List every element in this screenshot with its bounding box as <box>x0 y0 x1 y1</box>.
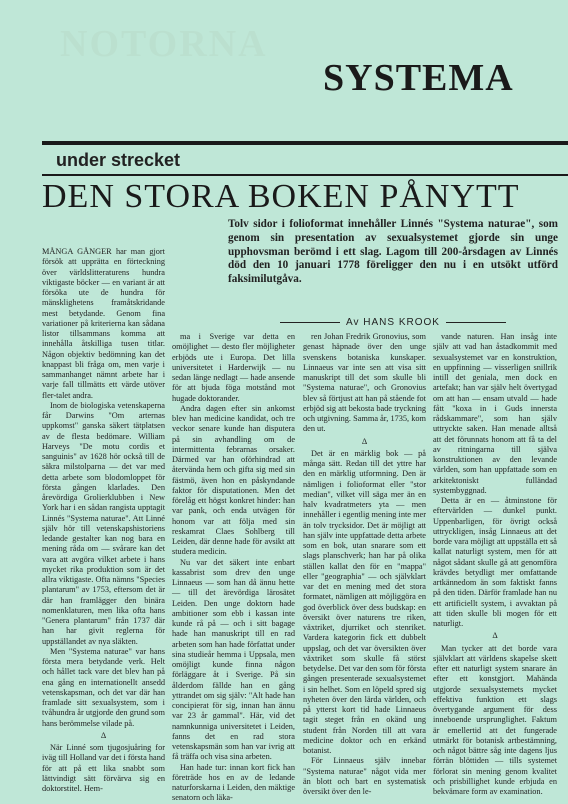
col3-p1: ren Johan Fredrik Gronovius, som genast häpnade över den unge svenskens botaniska kunskaper. Linnaeus var inte sen att visa sitt manuskript till det som skulle bli "Systema naturae", och Gronovius blev så förtjust att han på stående fot erbjöd sig att bekosta bade tryckning och utgivning. Samma år, 1735, kom den ut. <box>303 332 426 434</box>
kicker: under strecket <box>56 150 181 170</box>
col2-p3: Nu var det säkert inte enbart kassabrist som drev den unge Linnaeus — som han då ännu hette — till det ärevördiga lärosätet Leiden. Den unge doktorn hade ambitioner som ebb i kassan inte kunde rå på — och i sitt bagage hade han manuskript till en rad arbeten som han hade författat under sina studieår hemma i Uppsala, men omöjligt kunde finna någon förläggare åt i Sverige. På sin ålderdom fällde han en gång yttrandet om sig själv: "Alt hade han concipierat för sig, innan han ännu var 23 år gammal". Här, vid det namnkunniga universitetet i Leiden, fanns det en rad stora vetenskapsmän som han var ivrig att få träffa och visa sina arbeten. <box>172 557 295 762</box>
byline <box>228 317 558 328</box>
section-divider: Δ <box>361 436 368 446</box>
column-2 <box>172 332 295 803</box>
col4-p1: vande naturen. Han insåg inte själv att vad han åstadkommit med sexualsystemet var en konstruktion, en uppfinning — visserligen snillrik intill det geniala, men dock en artefakt; han var själv helt övertygad om att han — ensam utvald — hade fått "koxa in i Guds innersta rådskammare", som han själv uttryckte saken. Han menade alltså att det förunnats honom att få ta del av ritningarna till själva konstruktionen av den levande världen, som han uppfattade som en arkitektoniskt fulländad systembyggnad. <box>433 332 557 495</box>
col1-p2: Inom de biologiska vetenskaperna får Darwins "Om arternas uppkomst" ganska säkert tätplatsen av de flesta bedömare. William Harveys "De motu cordis et sanguinis" av 1628 hör också till de säkra milstolparna — det var med detta arbete som blodomloppet för första gången klarlades. Den årevördiga Grolierklubben i New York har i en sådan rangista upptagit Linnés "Systema naturae". Att Linné själv hör till vetenskapshistoriens ledande gestalter kan nog bara en mening råda om — svårare kan det vara att avgöra vilket arbete i hans mycket rika produktion som är det allra viktigaste. Ofta nämns "Species plantarum" av 1753, eftersom det är där han framlägger den binära nomenklaturen, men lika ofta hans "Genera plantarum" från 1737 där han har givit reglerna för uppställandet av nya släkten. <box>42 400 165 646</box>
section-title: SYSTEMA <box>323 57 514 99</box>
col2-p2: Andra dagen efter sin ankomst blev han medicine kandidat, och tre veckor senare kunde han disputera på sin avhandling om de intermittenta febrarnas orsaker. Därmed var han oförhindrad att återvända hem och gifta sig med sin fästmö, även hon en påskyndande faktor för disputationen. Men det förelåg ett högst konkret hinder: han var pank, och enda utvägen för honom var att följa med sin reskamrat Claes Sohlberg till Leiden, där denne hade för avsikt att studera medicin. <box>172 403 295 557</box>
col3-p3: För Linnaeus själv innebar "Systema naturae" något vida mer än blott och bart en systematisk översikt över den le- <box>303 756 426 796</box>
col4-p2: Detta är en — åtminstone för eftervärlden — dunkel punkt. Uppenbarligen, för övrigt också uttryckligen, insåg Linnaeus att det borde vara möjligt att uppställa ett så kallat naturligt system, men för att något sådant skulle gå att genomföra krävdes betydligt mer omfattande artkännedom än som faktiskt fanns på den tiden. Därför framlade han nu ett artificiellt system, i avvaktan på att tiden skulle bli mogen för ett naturligt. <box>433 496 557 628</box>
byline-text: Av HANS KROOK <box>346 317 440 328</box>
col2-p1: ma i Sverige var detta en omöjlighet — desto fler möjligheter erbjöds ute i Europa. Det lilla universitetet i Harderwijk — nu sedan länge nedlagt — hade ansende för att bjuda föga motstånd mot hugade doktorander. <box>172 332 295 403</box>
col2-p4: Han hade tur: innan kort fick han företräde hos en av de ledande naturforskarna i Leiden, den mäktige senatorn och läka- <box>172 762 295 803</box>
col3-p2: Det är en märklig bok — på många sätt. Redan till det yttre har den en märklig utformning. Den är nämligen i folioformat eller "stor median", vilket vill säga mer än en halv kvadratmeters yta — men innehåller i egentlig mening inte mer än tolv trycksidor. Det är möjligt att han själv inte uppfattade detta arbete som en bok, utan snarare som ett slags planschverk; han har på olika ställen kallat den för en "mappa" eller "geographia" — och självklart var det en mening med det stora formatet, nämligen att möjliggöra en god överblick över dess budskap: en översikt över naturens tre riken, växtriket, djurriket och stenriket. Vardera kategorin fick ett dubbelt uppslag, och det var översikten över växtriket som skulle få störst betydelse. Det var den som för första gången presenterade sexualsystemet i sin helhet. Som en löpeld spred sig nyheten över den lärda världen, och på ytterst kort tid hade Linnaeus tagit steget från en okänd ung student från Norden till att vara medicine doktor och en erkänd botanist. <box>303 448 426 755</box>
col1-p1: MÅNGA GÅNGER har man gjort försök att upprätta en förteckning över världslitteraturens hundra viktigaste böcker — en variant är att försöka ute de hundra för mänsklighetens framåtskridande mest betydande. Genom fina variationer på kriterierna kan sådana listor tillsammans komma att innehålla åtskilliga tusen titlar. Någon objektiv bedömning kan det knappast bli fråga om, men varje i sammanhanget nämnt arbete har i varje fall tillmätts ett värde utöver fler-talet andra. <box>42 247 165 400</box>
column-4 <box>433 332 557 796</box>
column-1 <box>42 247 165 792</box>
col1-p4: När Linné som tjugosjuåring for iväg till Holland var det i första hand för att på ett lika snabbt som lättvindigt sätt förvärva sig en doktorstitel. Hem- <box>42 743 165 793</box>
lead-paragraph: Tolv sidor i folioformat innehåller Linnés "Systema naturae", som genom sin presentation av sexualsystemet gjorde sin unge upphovsman berömd i ett slag. Lagom till 200-årsdagen av Linnés död den 10 januari 1778 föreligger den nu i en utsökt utförd faksimilutgåva. <box>228 218 558 286</box>
section-divider: Δ <box>492 631 498 641</box>
col1-p3: Men "Systema naturae" var hans första mera betydande verk. Helt och hållet tack vare det blev han på ena gång en internationellt ansedd vetenskapsman, och det var där han framlade sitt sexualsystem, som i tvåhundra år utgjorde den grund som hans berömmelse vilade på. <box>42 646 165 728</box>
col4-p3: Man tycker att det borde vara självklart att världens skapelse skett efter ett naturligt system snarare än efter ett konstgjort. Mahända utgjorde sexualsystemets mycket effektiva funktion ett slags övertygande argument för dess inneboende ursprunglighet. Faktum är emellertid att det fungerade utmärkt för botanisk artbestämning, och något bättre såg inte dagens ljus förrän blöttiden — tills systemet förlorat sin mening genom kvalitet och prisbillighet kunde erbjuda en bekvämare form av examination. <box>433 643 557 796</box>
mid-rule <box>42 174 568 176</box>
top-rule <box>42 141 568 145</box>
bleed-through-text: NOTORNA <box>60 23 268 65</box>
section-divider: Δ <box>100 730 107 740</box>
headline: DEN STORA BOKEN PÅNYTT <box>42 178 520 215</box>
column-3 <box>303 332 426 796</box>
